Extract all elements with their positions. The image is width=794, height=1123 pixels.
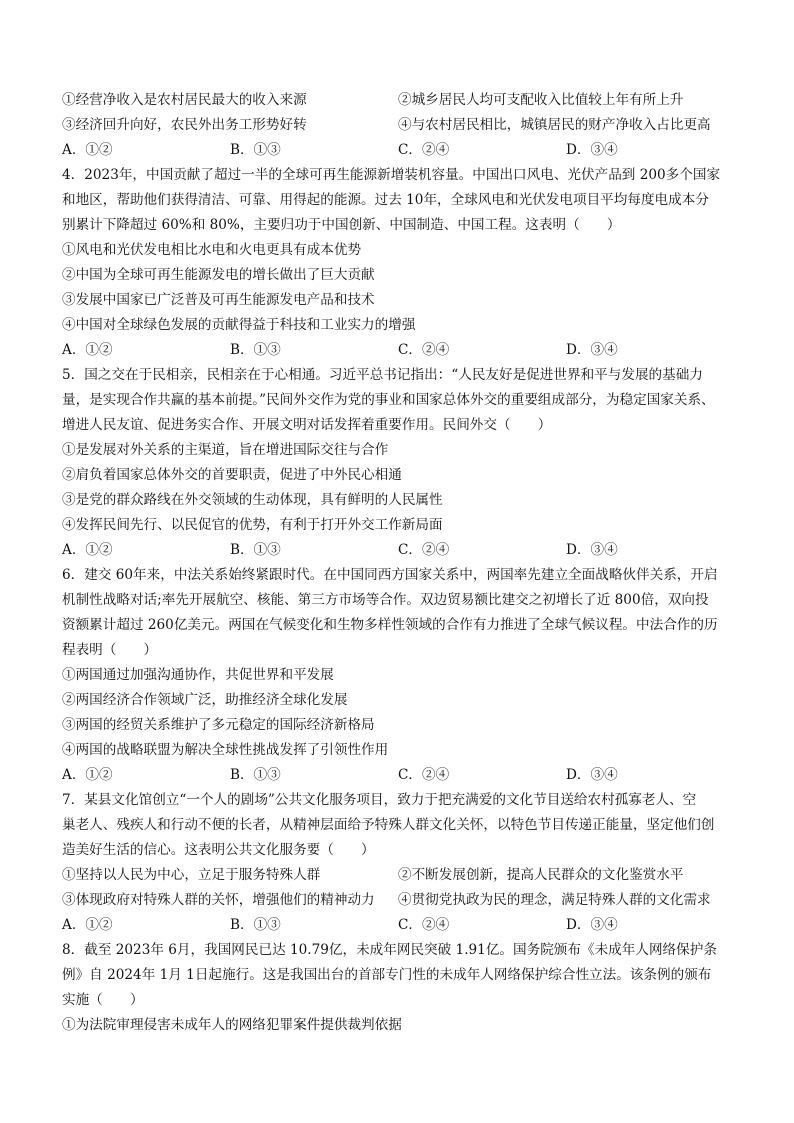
option-c: C．②④: [398, 342, 450, 358]
question-8-stem: 实施（ ）: [62, 992, 144, 1008]
question-6-stem: 机制性战略对话;率先开展航空、核能、第三方市场等合作。双边贸易额比建交之初增长了近 800倍，双向投: [62, 592, 709, 608]
option-c: C．②④: [398, 917, 450, 933]
option-d: D．③④: [566, 342, 618, 358]
question-6-stem: 资额累计超过 260亿美元。两国在气候变化和生物多样性领域的合作有力推进了全球气候议程。中法合作的历: [62, 617, 718, 633]
statement: ④发挥民间先行、以民促官的优势，有利于打开外交工作新局面: [62, 517, 443, 533]
option-d: D．③④: [566, 142, 618, 158]
option-a: A．①②: [62, 917, 113, 933]
statement: ②不断发展创新，提高人民群众的文化鉴赏水平: [398, 867, 684, 883]
question-5-stem: 增进人民友谊、促进务实合作、开展文明对话发挥着重要作用。民间外交（ ）: [62, 417, 552, 433]
statement: ③发展中国家已广泛普及可再生能源发电产品和技术: [62, 292, 375, 308]
question-5-stem: 5．国之交在于民相亲，民相亲在于心相通。习近平总书记指出：“人民友好是促进世界和平与发展的基础力: [62, 367, 703, 383]
option-a: A．①②: [62, 142, 113, 158]
statement: ①是发展对外关系的主渠道，旨在增进国际交往与合作: [62, 442, 389, 458]
statement: ①经营净收入是农村居民最大的收入来源: [62, 92, 307, 108]
statement: ④中国对全球绿色发展的贡献得益于科技和工业实力的增强: [62, 317, 416, 333]
statement: ①两国通过加强沟通协作，共促世界和平发展: [62, 667, 334, 683]
statement: ②城乡居民人均可支配收入比值较上年有所上升: [398, 92, 684, 108]
statement: ②肩负着国家总体外交的首要职责，促进了中外民心相通: [62, 467, 402, 483]
question-7-stem: 7．某县文化馆创立“一个人的剧场”公共文化服务项目，致力于把充满爱的文化节目送给农村孤寡老人、空: [62, 792, 697, 808]
option-c: C．②④: [398, 142, 450, 158]
statement: ④与农村居民相比，城镇居民的财产净收入占比更高: [398, 117, 711, 133]
statement: ③经济回升向好，农民外出务工形势好转: [62, 117, 307, 133]
option-c: C．②④: [398, 542, 450, 558]
option-b: B．①③: [230, 342, 281, 358]
statement: ③两国的经贸关系维护了多元稳定的国际经济新格局: [62, 717, 375, 733]
statement: ④两国的战略联盟为解决全球性挑战发挥了引领性作用: [62, 742, 389, 758]
statement: ①坚持以人民为中心，立足于服务特殊人群: [62, 867, 321, 883]
question-4-stem: 4．2023年，中国贡献了超过一半的全球可再生能源新增装机容量。中国出口风电、光伏产品到 200多个国家: [62, 167, 721, 183]
statement: ①为法院审理侵害未成年人的网络犯罪案件提供裁判依据: [62, 1017, 402, 1033]
question-7-stem: 造美好生活的信心。这表明公共文化服务要（ ）: [62, 842, 375, 858]
option-d: D．③④: [566, 767, 618, 783]
statement: ②两国经济合作领域广泛，助推经济全球化发展: [62, 692, 348, 708]
option-b: B．①③: [230, 767, 281, 783]
option-a: A．①②: [62, 542, 113, 558]
question-8-stem: 8．截至 2023年 6月，我国网民已达 10.79亿，未成年网民突破 1.91亿。国务院颁布《未成年人网络保护条: [62, 942, 717, 958]
statement: ③是党的群众路线在外交领域的生动体现，具有鲜明的人民属性: [62, 492, 443, 508]
statement: ①风电和光伏发电相比水电和火电更具有成本优势: [62, 242, 362, 258]
question-6-stem: 6．建交 60年来，中法关系始终紧跟时代。在中国同西方国家关系中，两国率先建立全面战略伙伴关系，开启: [62, 567, 718, 583]
statement: ③体现政府对特殊人群的关怀，增强他们的精神动力: [62, 892, 375, 908]
statement: ②中国为全球可再生能源发电的增长做出了巨大贡献: [62, 267, 375, 283]
option-d: D．③④: [566, 542, 618, 558]
question-4-stem: 和地区，帮助他们获得清洁、可靠、用得起的能源。过去 10年，全球风电和光伏发电项目平均每度电成本分: [62, 192, 709, 208]
option-c: C．②④: [398, 767, 450, 783]
option-b: B．①③: [230, 917, 281, 933]
question-7-stem: 巢老人、残疾人和行动不便的长者，从精神层面给予特殊人群文化关怀，以特色节目传递正能量，坚定他们创: [62, 817, 715, 833]
question-8-stem: 例》自 2024年 1月 1日起施行。这是我国出台的首部专门性的未成年人网络保护综合性立法。该条例的颁布: [62, 967, 712, 983]
statement: ④贯彻党执政为民的理念，满足特殊人群的文化需求: [398, 892, 711, 908]
question-4-stem: 别累计下降超过 60%和 80%，主要归功于中国创新、中国制造、中国工程。这表明（ ）: [62, 217, 621, 233]
option-b: B．①③: [230, 542, 281, 558]
option-a: A．①②: [62, 767, 113, 783]
option-b: B．①③: [230, 142, 281, 158]
question-6-stem: 程表明（ ）: [62, 642, 158, 658]
option-d: D．③④: [566, 917, 618, 933]
question-5-stem: 量，是实现合作共赢的基本前提。”民间外交作为党的事业和国家总体外交的重要组成部分，为稳定国家关系、: [62, 392, 715, 408]
option-a: A．①②: [62, 342, 113, 358]
